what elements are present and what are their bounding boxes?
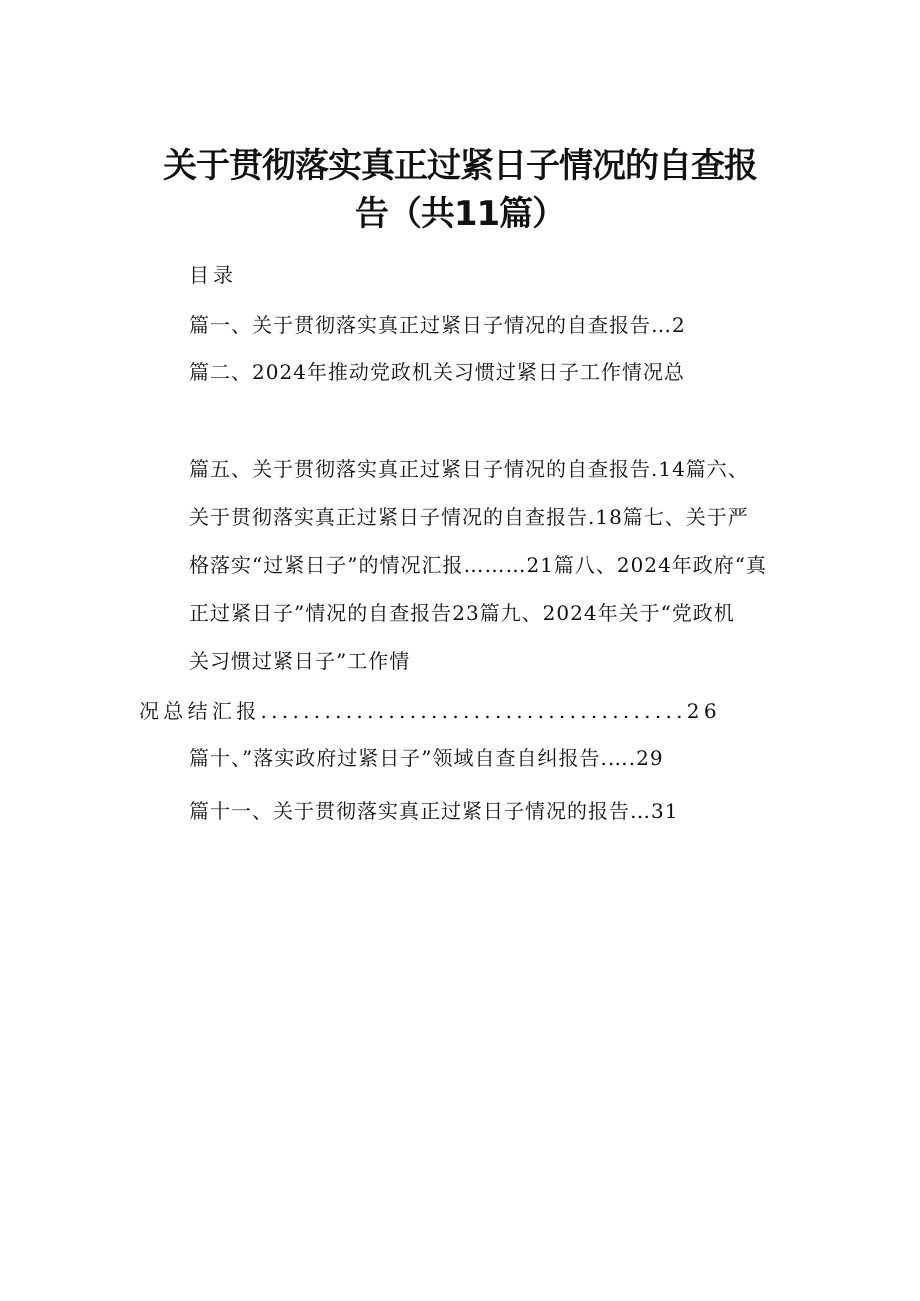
toc-line-8-dotted-leader: 况总结汇报........................................26 xyxy=(139,699,721,723)
toc-line-1: 篇一、关于贯彻落实真正过紧日子情况的自查报告…2 xyxy=(189,313,686,337)
document-title-line-1: 关于贯彻落实真正过紧日子情况的自查报 xyxy=(163,146,757,186)
document-title-line-2: 告（共11篇） xyxy=(354,194,566,234)
toc-line-4: 关于贯彻落实真正过紧日子情况的自查报告.18篇七、关于严 xyxy=(189,505,749,529)
toc-line-9: 篇十、”落实政府过紧日子”领域自查自纠报告.….29 xyxy=(189,746,664,770)
toc-line-2: 篇二、2024年推动党政机关习惯过紧日子工作情况总 xyxy=(189,360,685,384)
toc-line-3: 篇五、关于贯彻落实真正过紧日子情况的自查报告.14篇六、 xyxy=(189,457,749,481)
toc-line-6: 正过紧日子”情况的自查报告23篇九、2024年关于“党政机 xyxy=(189,601,735,625)
toc-line-5: 格落实“过紧日子”的情况汇报………21篇八、2024年政府“真 xyxy=(189,553,768,577)
toc-line-10: 篇十一、关于贯彻落实真正过紧日子情况的报告…31 xyxy=(189,799,679,823)
toc-line-7: 关习惯过紧日子”工作情 xyxy=(189,649,411,673)
toc-heading: 目录 xyxy=(189,263,237,287)
